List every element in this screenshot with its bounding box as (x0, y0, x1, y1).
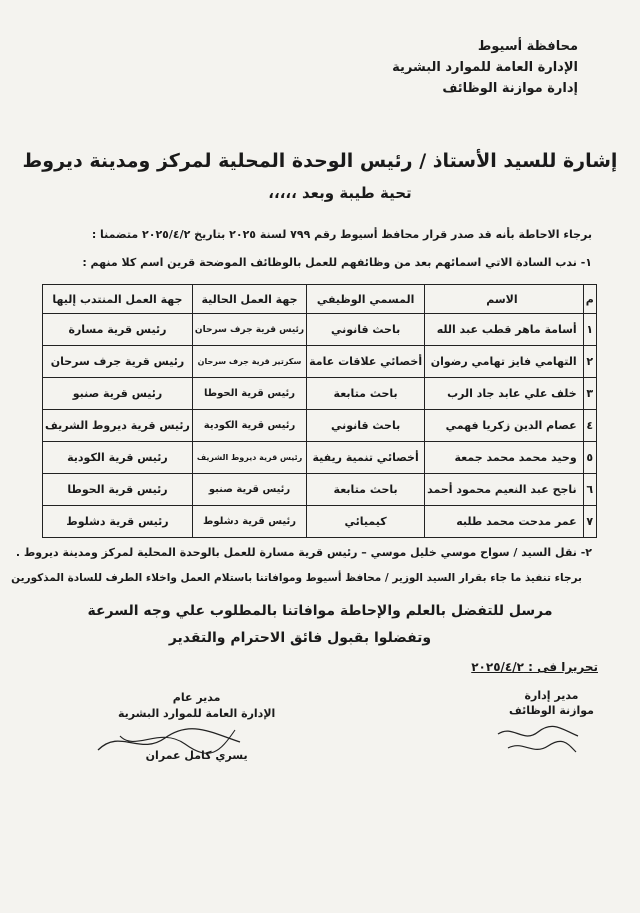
job-title: كيميائي (307, 506, 425, 538)
header-job-title: المسمي الوظيفي (307, 285, 425, 314)
item-2-text: ٢- نقل السيد / سواح موسي خليل موسي – رئيس قرية مسارة للعمل بالوحدة المحلية لمركز ومدينة ديروط . (15, 546, 592, 559)
signer-department: الإدارة العامة للموارد البشرية (118, 707, 276, 720)
employee-name: ناجح عبد النعيم محمود أحمد (425, 474, 584, 506)
signer-department: موازنة الوظائف (509, 704, 594, 717)
table-header-row (43, 285, 597, 314)
destination-workplace: رئيس قرية جرف سرحان (43, 346, 193, 378)
row-number: ٢ (583, 346, 596, 378)
header-no: م (583, 285, 596, 314)
header-name: الاسم (425, 285, 584, 314)
current-workplace: رئيس قرية الكودية (192, 410, 306, 442)
destination-workplace: رئيس قرية دشلوط (43, 506, 193, 538)
employee-name: خلف علي عابد جاد الرب (425, 378, 584, 410)
signature-block-right (509, 688, 594, 718)
row-number: ٣ (583, 378, 596, 410)
header-current-workplace: جهة العمل الحالية (192, 285, 306, 314)
signature-scribble-right (488, 722, 588, 762)
destination-workplace: رئيس قرية صنبو (43, 378, 193, 410)
job-title: باحث متابعة (307, 474, 425, 506)
destination-workplace: رئيس قرية ديروط الشريف (43, 410, 193, 442)
job-title: باحث قانوني (307, 314, 425, 346)
row-number: ٤ (583, 410, 596, 442)
department-name: الإدارة العامة للموارد البشرية (392, 60, 578, 75)
signer-title: مدير إدارة (524, 689, 579, 702)
current-workplace: رئيس قرية الحوطا (192, 378, 306, 410)
intro-paragraph: برجاء الاحاطة بأنه قد صدر قرار محافظ أسيوط رقم ٧٩٩ لسنة ٢٠٢٥ بتاريخ ٢٠٢٥/٤/٢ متضمنا : (91, 228, 592, 241)
signer-title: مدير عام (172, 691, 221, 704)
header-destination: جهة العمل المنتدب إليها (43, 285, 193, 314)
greeting: تحية طيبة وبعد ،،،،، (268, 184, 412, 202)
table-row (43, 410, 597, 442)
closing-line-2: وتفضلوا بقبول فائق الاحترام والتقدير (168, 630, 432, 646)
issue-date: تحريرا فى : ٢٠٢٥/٤/٢ (471, 660, 598, 674)
table-row (43, 506, 597, 538)
signer-name: يسري كامل عمران (145, 749, 248, 762)
employee-name: وحيد محمد محمد جمعة (425, 442, 584, 474)
request-paragraph: برجاء تنفيذ ما جاء بقرار السيد الوزير / محافظ أسيوط وموافاتنا باستلام العمل واخلاء الطرف للسادة المذكورين (11, 572, 582, 584)
employee-name: أسامة ماهر قطب عبد الله (425, 314, 584, 346)
closing-line-1: مرسل للتفضل بالعلم والإحاطة موافاتنا بالمطلوب علي وجه السرعة (87, 603, 553, 619)
row-number: ٦ (583, 474, 596, 506)
job-title: باحث متابعة (307, 378, 425, 410)
employee-name: التهامي فايز تهامي رضوان (425, 346, 584, 378)
table-row (43, 314, 597, 346)
document-title: إشارة للسيد الأستاذ / رئيس الوحدة المحلية لمركز ومدينة ديروط (22, 150, 618, 172)
item-1-text: ١- ندب السادة الاتي اسمائهم بعد من وظائفهم للعمل بالوظائف الموضحة قرين اسم كلا منهم : (82, 256, 592, 269)
governorate-name: محافظة أسيوط (477, 39, 578, 54)
row-number: ٧ (583, 506, 596, 538)
table-row (43, 346, 597, 378)
signature-scribble-left (90, 722, 250, 762)
table-row (43, 378, 597, 410)
current-workplace: رئيس قرية جرف سرحان (192, 314, 306, 346)
employee-name: عمر مدحت محمد طلبه (425, 506, 584, 538)
row-number: ١ (583, 314, 596, 346)
job-title: باحث قانوني (307, 410, 425, 442)
destination-workplace: رئيس قرية مسارة (43, 314, 193, 346)
job-title: أخصائي علاقات عامة (307, 346, 425, 378)
current-workplace: سكرتير قرية جرف سرحان (192, 346, 306, 378)
letterhead (392, 36, 578, 99)
row-number: ٥ (583, 442, 596, 474)
current-workplace: رئيس قرية دشلوط (192, 506, 306, 538)
employee-name: عصام الدين زكريا فهمي (425, 410, 584, 442)
staff-table (42, 284, 597, 538)
section-name: إدارة موازنة الوظائف (442, 81, 578, 96)
table-row (43, 442, 597, 474)
table-row (43, 474, 597, 506)
destination-workplace: رئيس قرية الكودية (43, 442, 193, 474)
destination-workplace: رئيس قرية الحوطا (43, 474, 193, 506)
current-workplace: رئيس قرية ديروط الشريف (192, 442, 306, 474)
job-title: أخصائي تنمية ريفية (307, 442, 425, 474)
current-workplace: رئيس قرية صنبو (192, 474, 306, 506)
